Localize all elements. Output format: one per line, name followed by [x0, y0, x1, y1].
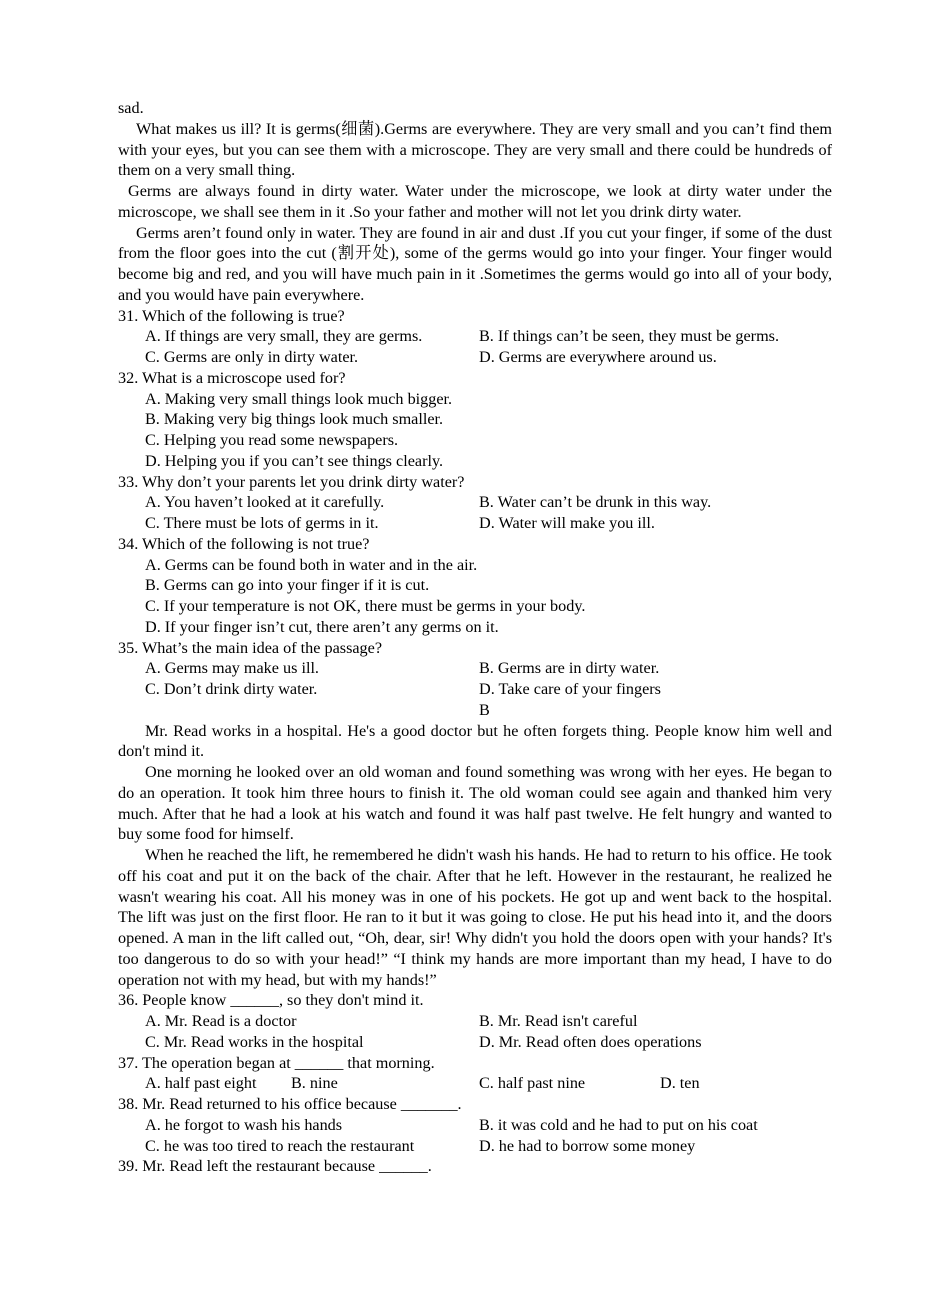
question-stem: 34. Which of the following is not true? [118, 534, 370, 553]
option-d: D. he had to borrow some money [479, 1136, 696, 1155]
question-31 [118, 306, 832, 368]
passage-b-paragraph-1: Mr. Read works in a hospital. He's a good doctor but he often forgets thing. People know him well and don't mind it. [118, 721, 832, 761]
option-b: B. Making very big things look much smaller. [145, 410, 444, 429]
option-b: B. Water can’t be drunk in this way. [479, 493, 712, 512]
option-d: D. Water will make you ill. [479, 514, 655, 532]
option-a: A. You haven’t looked at it carefully. [145, 493, 385, 512]
question-36 [118, 990, 832, 1052]
option-c: C. Helping you read some newspapers. [145, 431, 399, 449]
question-35 [118, 638, 832, 700]
option-b: B. nine [291, 1074, 338, 1093]
passage-b-paragraph-3: When he reached the lift, he remembered he didn't wash his hands. He had to return to his office. He took off his coat and put it on the back of the chair. After that he left. However in the restaurant, he realized he wasn't wearing his coat. All his money was in one of his pockets. He got up and went back to the hospital. The lift was just on the first floor. He ran to it but it was going to close. He put his head into it, and the doors opened. A man in the lift called out, “Oh, dear, sir! Why didn't you hold the doors open with your hands? It's too dangerous to do so with your head!” “I think my hands are more important than my head, I have to do operation not with my head, but with my hands!” [118, 846, 832, 989]
option-d: D. Mr. Read often does operations [479, 1032, 702, 1051]
question-stem: 39. Mr. Read left the restaurant because ______. [118, 1157, 432, 1176]
question-39 [118, 1156, 832, 1177]
question-stem: 36. People know ______, so they don't mind it. [118, 991, 424, 1010]
option-d: D. ten [660, 1074, 700, 1093]
option-b: B. Mr. Read isn't careful [479, 1012, 638, 1030]
passage-a-paragraph-3: Germs aren’t found only in water. They are found in air and dust .If you cut your finger, if some of the dust from the floor goes into the cut (割开处), some of the germs would go into your finger. Your finger would become big and red, and you will have much pain in it .Sometimes the germs would go into all of your body, and you would have pain everywhere. [118, 223, 832, 304]
option-a: A. Germs may make us ill. [145, 659, 319, 678]
option-c: C. If your temperature is not OK, there must be germs in your body. [145, 597, 586, 615]
option-a: A. Germs can be found both in water and in the air. [145, 555, 478, 574]
question-33 [118, 472, 832, 534]
option-d: D. Helping you if you can’t see things clearly. [145, 451, 444, 470]
question-37 [118, 1053, 832, 1095]
question-34 [118, 534, 832, 638]
option-d: D. Take care of your fingers [479, 680, 661, 698]
option-c: C. Germs are only in dirty water. [145, 348, 359, 366]
option-a: A. half past eight [145, 1074, 257, 1093]
option-c: C. There must be lots of germs in it. [145, 514, 379, 532]
option-a: A. Mr. Read is a doctor [145, 1012, 297, 1030]
passage-b-paragraph-2: One morning he looked over an old woman and found something was wrong with her eyes. He began to do an operation. It took him three hours to finish it. The old woman could see again and thanked him very much. After that he had a look at his watch and found it was half past twelve. He felt hungry and wanted to buy some food for himself. [118, 763, 832, 844]
option-a: A. he forgot to wash his hands [145, 1115, 343, 1134]
question-stem: 33. Why don’t your parents let you drink dirty water? [118, 472, 465, 491]
option-c: C. half past nine [479, 1074, 586, 1093]
question-32 [118, 368, 832, 472]
option-b: B. Germs can go into your finger if it is cut. [145, 576, 430, 595]
option-d: D. Germs are everywhere around us. [479, 348, 717, 366]
question-stem: 35. What’s the main idea of the passage? [118, 638, 383, 657]
document-page [118, 98, 832, 1177]
option-a: A. If things are very small, they are germs. [145, 327, 423, 346]
question-stem: 31. Which of the following is true? [118, 306, 345, 325]
option-b: B. it was cold and he had to put on his coat [479, 1115, 758, 1134]
passage-a-fragment: sad. [118, 99, 144, 117]
question-stem: 37. The operation began at ______ that morning. [118, 1053, 435, 1072]
option-c: C. Mr. Read works in the hospital [145, 1032, 364, 1051]
option-d: D. If your finger isn’t cut, there aren’t any germs on it. [145, 617, 499, 636]
section-b-heading: B [479, 700, 490, 719]
option-a: A. Making very small things look much bigger. [145, 389, 453, 408]
option-c: C. he was too tired to reach the restaurant [145, 1136, 415, 1155]
option-c: C. Don’t drink dirty water. [145, 680, 318, 698]
option-b: B. Germs are in dirty water. [479, 659, 660, 678]
question-38 [118, 1094, 832, 1156]
question-stem: 38. Mr. Read returned to his office because _______. [118, 1095, 462, 1113]
option-b: B. If things can’t be seen, they must be germs. [479, 327, 780, 346]
passage-a-paragraph-2: Germs are always found in dirty water. Water under the microscope, we look at dirty water under the microscope, we shall see them in it .So your father and mother will not let you drink dirty water. [118, 182, 832, 221]
passage-a-paragraph-1: What makes us ill? It is germs(细菌).Germs are everywhere. They are very small and you can’t find them with your eyes, but you can see them with a microscope. They are very small and there could be hundreds of them on a very small thing. [118, 119, 832, 180]
question-stem: 32. What is a microscope used for? [118, 368, 346, 387]
